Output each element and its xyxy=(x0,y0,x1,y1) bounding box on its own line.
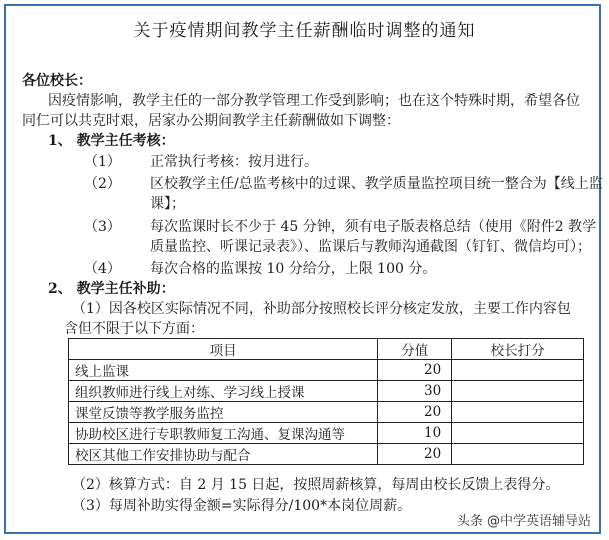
item-text: 每次监课时长不少于 45 分钟，须有电子版表格总结（使用《附件2 教学 xyxy=(150,219,597,235)
document-title: 关于疫情期间教学主任薪酬临时调整的通知 xyxy=(133,21,476,41)
cell-item: 协助校区进行专职教师复工沟通、复课沟通等 xyxy=(69,423,378,444)
item-text: 每次合格的监课按 10 分给分，上限 100 分。 xyxy=(150,261,437,277)
item-text: 区校教学主任/总监考核中的过课、教学质量监控项目统一整合为【线上监 xyxy=(150,176,603,192)
item-text: 课】； xyxy=(150,196,185,212)
cell-rating xyxy=(452,444,584,465)
item-text: 质量监控、听课记录表》）、监课后与教师沟通截图（钉钉、微信均可）； xyxy=(150,239,591,255)
item-number: （1） xyxy=(84,154,121,170)
cell-score: 20 xyxy=(378,402,452,423)
table-row xyxy=(69,423,584,444)
table-row xyxy=(69,444,584,465)
section2-heading: 2、 教学主任补助： xyxy=(48,281,175,297)
cell-item: 课堂反馈等教学服务监控 xyxy=(69,402,378,423)
item-number: （2） xyxy=(84,176,121,192)
section1-heading: 1、 教学主任考核： xyxy=(48,133,175,149)
table-row xyxy=(69,381,584,402)
section2-note1-line1: （1）因各校区实际情况不同，补助部分按照校长评分核定发放，主要工作内容包 xyxy=(72,301,571,317)
watermark-label: 头条 @中学英语辅导站 xyxy=(453,509,595,530)
cell-rating xyxy=(452,423,584,444)
cell-item: 校区其他工作安排协助与配合 xyxy=(69,444,378,465)
item-number: （3） xyxy=(84,219,121,235)
table-row xyxy=(69,402,584,423)
allowance-table xyxy=(68,338,584,465)
section2-note2: （2）核算方式：自 2 月 15 日起，按照周薪核算，每周由校长反馈上表得分。 xyxy=(72,477,560,493)
greeting: 各位校长： xyxy=(22,73,92,89)
cell-rating xyxy=(452,402,584,423)
cell-score: 20 xyxy=(378,360,452,381)
header-score: 分值 xyxy=(378,339,452,360)
header-item: 项目 xyxy=(69,339,378,360)
table-row xyxy=(69,360,584,381)
cell-item: 组织教师进行线上对练、学习线上授课 xyxy=(69,381,378,402)
cell-score: 20 xyxy=(378,444,452,465)
cell-score: 10 xyxy=(378,423,452,444)
table-header-row xyxy=(69,339,584,360)
item-text: 正常执行考核：按月进行。 xyxy=(150,154,318,170)
section2-note3: （3）每周补助实得金额=实际得分/100*本岗位周薪。 xyxy=(72,498,412,514)
cell-rating xyxy=(452,360,584,381)
intro-line-1: 因疫情影响，教学主任的一部分教学管理工作受到影响；也在这个特殊时期，希望各位 xyxy=(48,93,580,109)
cell-score: 30 xyxy=(378,381,452,402)
intro-line-2: 同仁可以共克时艰，居家办公期间教学主任薪酬做如下调整： xyxy=(22,113,400,129)
item-number: （4） xyxy=(84,261,121,277)
header-rating: 校长打分 xyxy=(452,339,584,360)
cell-item: 线上监课 xyxy=(69,360,378,381)
cell-rating xyxy=(452,381,584,402)
section2-note1-line2: 含但不限于以下方面： xyxy=(64,321,204,337)
